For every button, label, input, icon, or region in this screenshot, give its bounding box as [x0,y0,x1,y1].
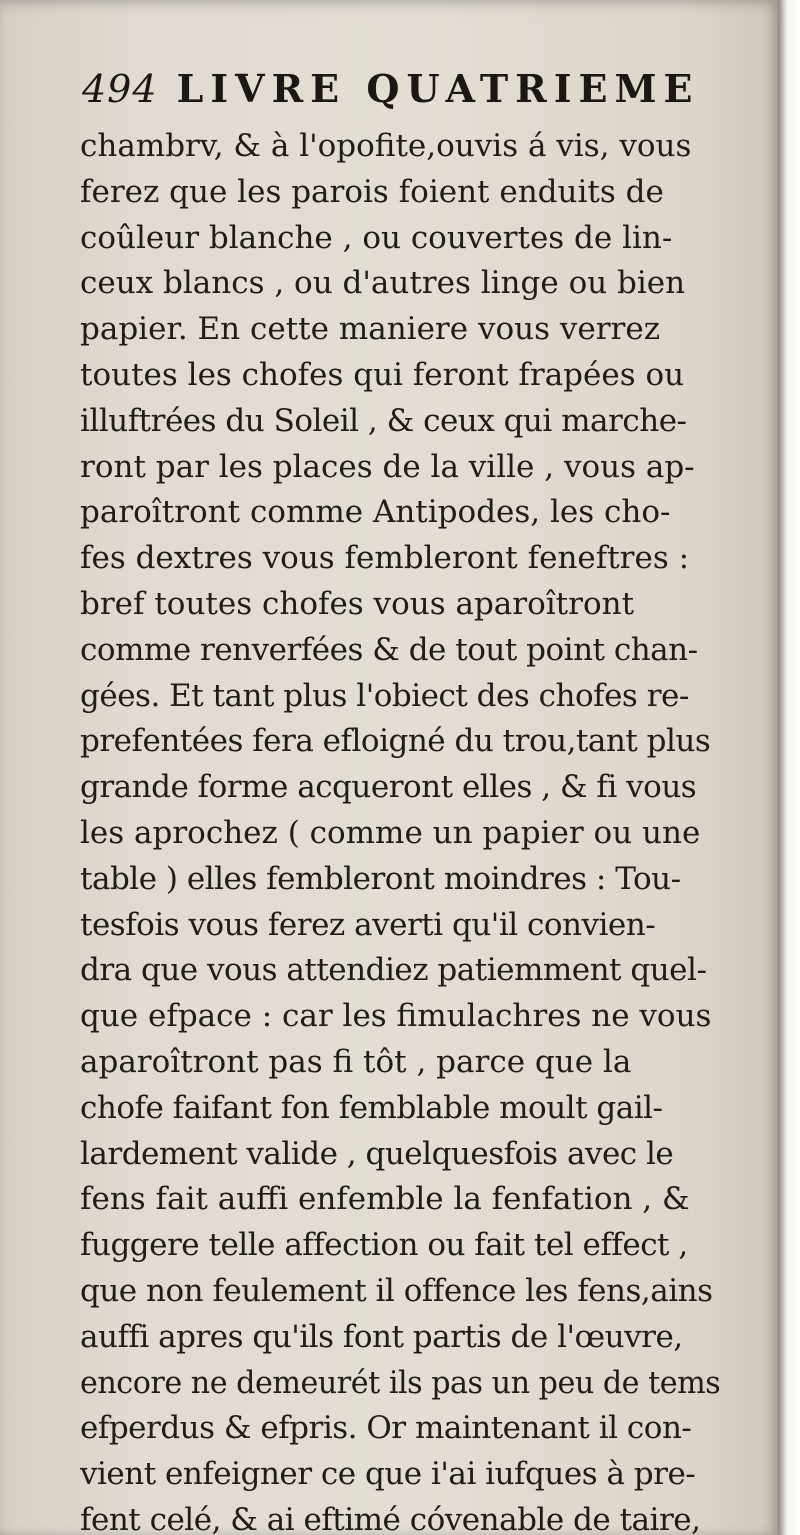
text-line: ront par les places de la ville , vous ap- [80,448,695,485]
text-line: efperdus & efpris. Or maintenant il con- [80,1410,692,1447]
text-line: paroîtront comme Antipodes, les cho- [80,494,671,531]
text-line: ceux blancs , ou d'autres linge ou bien [80,265,686,302]
text-line: fes dextres vous fembleront feneftres : [80,540,690,577]
text-line: fuggere telle affection ou fait tel effect , [80,1227,688,1264]
text-line: que non feulement il offence les fens,ains [80,1272,713,1309]
text-line: encore ne demeurét ils pas un peu de tems [80,1364,721,1401]
text-line: aparoîtront pas fi tôt , parce que la [80,1043,632,1080]
text-line: les aprochez ( comme un papier ou une [80,814,701,851]
page-number: 494 [82,67,158,111]
text-line: fent celé, & ai eftimé cóvenable de taire, [80,1501,701,1535]
text-line: chambrv, & à l'opofite,ouvis á vis, vous [80,128,692,164]
text-line: vient enfeigner ce que i'ai iufques à pre- [80,1456,696,1493]
text-line: prefentées fera efloigné du trou,tant plus [80,723,711,760]
text-line: papier. En cette maniere vous verrez [80,311,661,348]
text-line: auffi apres qu'ils font partis de l'œuvre, [80,1318,683,1355]
text-line: lardement valide , quelquesfois avec le [80,1135,674,1172]
text-line: coûleur blanche , ou couvertes de lin- [80,219,673,256]
text-line: toutes les chofes qui feront frapées ou [80,356,685,393]
text-line: grande forme acqueront elles , & fi vous [80,769,697,806]
text-line: fens fait auffi enfemble la fenfation , & [80,1181,690,1218]
text-line: chofe faifant fon femblable moult gail- [80,1089,663,1126]
text-line: ferez que les parois foient enduits de [80,173,664,210]
text-line: que efpace : car les fimulachres ne vous [80,998,712,1035]
text-line: gées. Et tant plus l'obiect des chofes re- [80,677,689,714]
text-line: table ) elles fembleront moindres : Tou- [80,860,681,897]
text-line: tesfois vous ferez averti qu'il convien- [80,906,656,943]
running-title: LIVRE QUATRIEME [176,66,700,111]
text-line: bref toutes chofes vous aparoîtront [80,585,635,622]
text-line: dra que vous attendiez patiemment quel- [80,952,707,989]
text-line: comme renverfées & de tout point chan- [80,631,698,668]
body-text [80,124,720,1535]
text-line: illuftrées du Soleil , & ceux qui marche- [80,402,687,439]
page-edge [778,0,800,1535]
page-header [82,66,702,122]
